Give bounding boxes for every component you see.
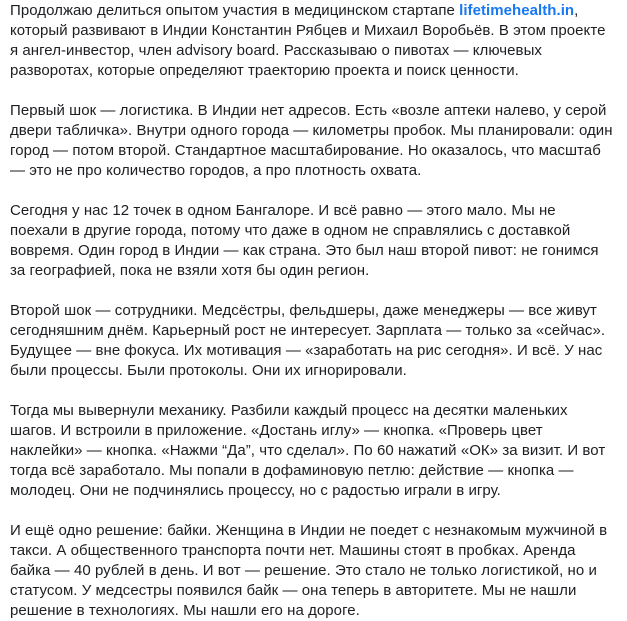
- paragraph-bangalore: Сегодня у нас 12 точек в одном Бангалоре. И всё равно — этого мало. Мы не поехали в другие города, потому что даже в одном не справлялись с доставкой вовремя. Один город в Индии — как страна. Это был наш второй пивот: не гонимся за географией, пока не взяли хотя бы один регион.: [10, 202, 599, 279]
- paragraph-logistics: Первый шок — логистика. В Индии нет адресов. Есть «возле аптеки налево, у серой двери табличка». Внутри одного города — километры пробок. Мы планировали: один город — потом второй. Стандартное масштабирование. Но оказалось, что масштаб — это не про количество городов, а про плотность охвата.: [10, 102, 613, 179]
- intro-text-after-link: , который развивают в Индии Константин Рябцев и Михаил Воробьёв. В этом проекте я ангел-инвестор, член advisory board. Рассказываю о пивотах — ключевых разворотах, которые определяют траекторию проекта и поиск ценности.: [10, 2, 606, 79]
- intro-paragraph: [10, 1, 617, 81]
- paragraph-staff: Второй шок — сотрудники. Медсёстры, фельдшеры, даже менеджеры — все живут сегодняшним днём. Карьерный рост не интересует. Зарплата — только за «сейчас». Будущее — вне фокуса. Их мотивация — «заработать на рис сегодня». И всё. У нас были процессы. Были протоколы. Они их игнорировали.: [10, 302, 606, 379]
- paragraph-bikes: И ещё одно решение: байки. Женщина в Индии не поедет с незнакомым мужчиной в такси. А общественного транспорта почти нет. Машины стоят в пробках. Аренда байка — 40 рублей в день. И вот — решение. Это стало не только логистикой, но и статусом. У медсестры появился байк — она теперь в авторитете. Мы не нашли решение в технологиях. Мы нашли его на дороге.: [10, 522, 608, 619]
- paragraph-mechanics: Тогда мы вывернули механику. Разбили каждый процесс на десятки маленьких шагов. И встроили в приложение. «Достань иглу» — кнопка. «Проверь цвет наклейки» — кнопка. «Нажми “Да”, что сделал». По 60 нажатий «ОК» за визит. И вот тогда всё заработало. Мы попали в дофаминовую петлю: действие — кнопка — молодец. Они не подчинялись процессу, но с радостью играли в игру.: [10, 402, 606, 499]
- intro-text-before-link: Продолжаю делиться опытом участия в медицинском стартапе: [10, 2, 460, 19]
- lifetimehealth-link[interactable]: lifetimehealth.in: [459, 2, 575, 19]
